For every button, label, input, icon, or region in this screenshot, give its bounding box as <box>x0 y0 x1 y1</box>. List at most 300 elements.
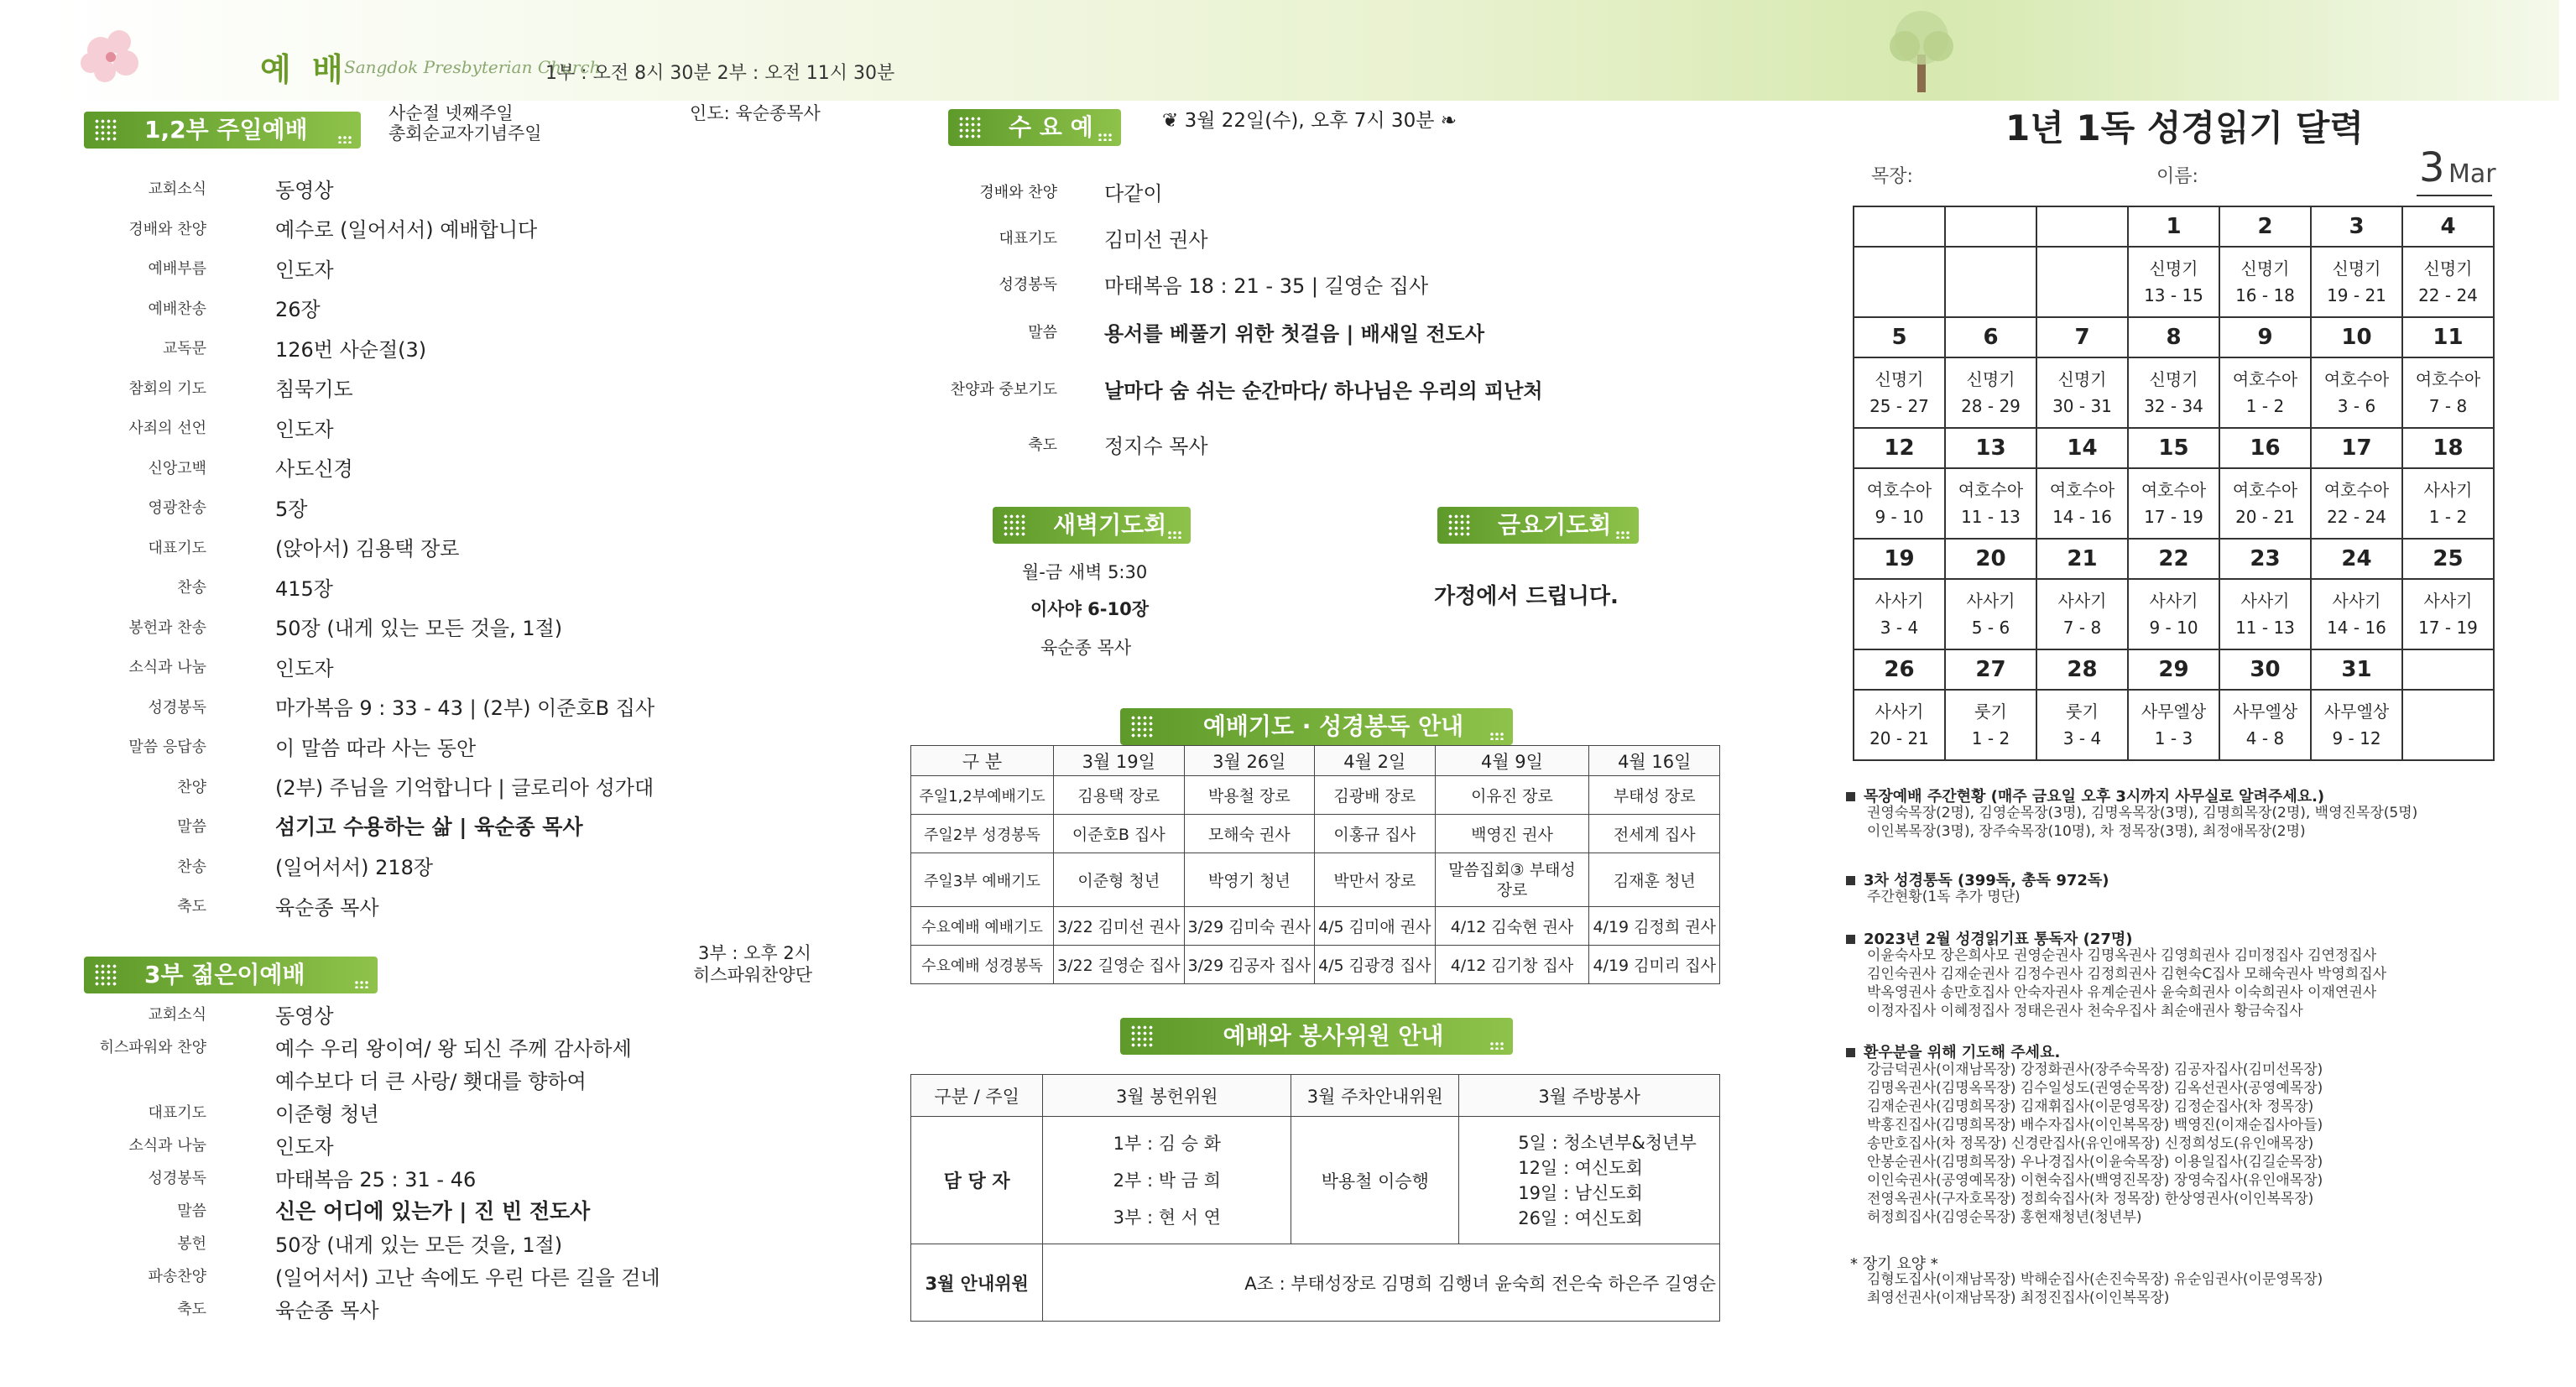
sunday-service-heading <box>84 112 361 149</box>
bullet-square-icon <box>1846 1048 1855 1057</box>
notice-patients-lines <box>1867 1061 2323 1227</box>
table-cell: 수요예배 성경봉독 <box>911 946 1054 984</box>
reading-chapters: 7 - 8 <box>2062 618 2102 638</box>
order-label: 예배찬송 <box>148 300 206 318</box>
calendar-day: 3 <box>2311 206 2402 247</box>
notice-line: 강금덕권사(이재남목장) 강정화권사(장주숙목장) 김공자집사(김미선목장) <box>1867 1061 2323 1078</box>
calendar-reading <box>2402 357 2494 428</box>
cherry-blossom-icon <box>67 17 168 101</box>
table-cell: 3월 안내위원 <box>911 1244 1043 1322</box>
table-cell: 수요예배 예배기도 <box>911 907 1054 946</box>
dots-icon <box>1489 732 1504 740</box>
order-label: 교회소식 <box>148 180 206 198</box>
calendar-day: 22 <box>2128 539 2219 579</box>
service-table-heading <box>1120 1018 1513 1055</box>
reading-book: 사사기 <box>2423 591 2473 611</box>
reading-book: 여호수아 <box>2232 480 2298 500</box>
order-value: (일어서서) 218장 <box>275 856 434 879</box>
table-cell: 전세계 집사 <box>1589 815 1720 853</box>
calendar-reading <box>2128 579 2219 649</box>
table-cell: 박만서 장로 <box>1315 853 1435 907</box>
calendar-reading <box>1945 357 2036 428</box>
order-label: 경배와 찬양 <box>128 220 206 238</box>
order-label: 축도 <box>177 898 206 915</box>
guides-cell: A조 : 부태성장로 김명희 김행녀 윤숙희 전은숙 하은주 길영순 <box>1043 1244 1720 1322</box>
notice-line: 권영숙목장(2명), 김영순목장(3명), 김명옥목장(3명), 김명희목장(2명), 백영진목장(5명) <box>1867 805 2418 821</box>
reading-chapters: 11 - 13 <box>2235 618 2295 638</box>
order-value: 예수 우리 왕이여/ 왕 되신 주께 감사하세 <box>275 1036 632 1061</box>
reading-chapters: 14 - 16 <box>2327 618 2386 638</box>
reading-book: 신명기 <box>2240 258 2290 279</box>
calendar-reading <box>1854 357 1945 428</box>
order-row <box>84 1193 591 1227</box>
calendar-day <box>2036 206 2128 247</box>
reading-chapters: 32 - 34 <box>2144 396 2203 416</box>
offering-line: 3부 : 현 서 연 <box>1113 1207 1221 1228</box>
reading-chapters: 22 - 24 <box>2418 285 2478 305</box>
order-label: 신앙고백 <box>148 459 206 477</box>
reading-chapters: 16 - 18 <box>2235 285 2295 305</box>
reading-chapters: 3 - 4 <box>1880 618 1919 638</box>
reading-chapters: 9 - 10 <box>1875 507 1924 527</box>
notice-line: 이인복목장(3명), 장주숙목장(10명), 차 정목장(3명), 최정애목장(2명) <box>1867 823 2306 840</box>
grid-icon <box>1447 514 1471 537</box>
service-table-heading-text: 예배와 봉사위원 안내 <box>1223 1022 1444 1050</box>
table-cell: 이유진 장로 <box>1435 776 1589 815</box>
service-times: 1부 : 오전 8시 30분 2부 : 오전 11시 30분 <box>545 63 895 84</box>
header-banner <box>50 0 2559 101</box>
reading-chapters: 1 - 3 <box>2154 728 2193 748</box>
dots-icon <box>1615 530 1630 539</box>
table-header: 4월 16일 <box>1589 746 1720 776</box>
friday-prayer-heading <box>1437 507 1639 544</box>
calendar-reading <box>2311 247 2402 317</box>
order-value: 동영상 <box>275 1004 334 1028</box>
reading-book: 여호수아 <box>2141 480 2207 500</box>
notice-readers-title-text: 2023년 2월 성경읽기표 통독자 (27명) <box>1864 931 2133 948</box>
reading-book: 사사기 <box>2332 591 2381 611</box>
reading-chapters: 7 - 8 <box>2428 396 2468 416</box>
calendar-day: 25 <box>2402 539 2494 579</box>
table-cell: 이홍규 집사 <box>1315 815 1435 853</box>
service-volunteer-table <box>910 1074 1720 1322</box>
order-value: 예수보다 더 큰 사랑/ 횃대를 향하여 <box>275 1069 587 1093</box>
wednesday-label: 성경봉독 <box>999 276 1057 294</box>
sunday-service-heading-text: 1,2부 주일예배 <box>144 116 308 143</box>
reading-book: 사사기 <box>2149 591 2198 611</box>
order-value: 50장 (내게 있는 모든 것을, 1절) <box>275 1233 563 1257</box>
calendar-reading <box>1854 579 1945 649</box>
order-label: 성경봉독 <box>148 698 206 717</box>
offering-line: 2부 : 박 금 희 <box>1113 1170 1221 1191</box>
order-row <box>84 331 427 364</box>
order-row <box>84 171 334 205</box>
order-row <box>84 211 538 245</box>
reading-chapters: 20 - 21 <box>2235 507 2295 527</box>
table-cell: 박영기 청년 <box>1184 853 1315 907</box>
calendar-day: 18 <box>2402 428 2494 468</box>
reading-book: 여호수아 <box>2323 480 2390 500</box>
order-label: 대표기도 <box>148 539 206 557</box>
youth-service-place: 히스파워찬양단 <box>693 965 813 985</box>
calendar-reading <box>2219 579 2311 649</box>
reading-chapters: 19 - 21 <box>2327 285 2386 305</box>
reading-chapters: 17 - 19 <box>2144 507 2203 527</box>
wednesday-row <box>923 369 1543 408</box>
table-cell: 3/22 길영순 집사 <box>1054 946 1185 984</box>
notice-parish-lines <box>1867 804 2417 841</box>
order-label: 교회소식 <box>148 1006 206 1024</box>
calendar-reading <box>2402 468 2494 539</box>
wednesday-row <box>923 172 1163 211</box>
notice-line: 이정자집사 이혜정집사 정태은권사 천숙우집사 최순애권사 황금숙집사 <box>1867 1003 2303 1019</box>
wednesday-date <box>1162 111 1457 131</box>
table-header: 4월 9일 <box>1435 746 1589 776</box>
calendar-title: 1년 1독 성경읽기 달력 <box>2005 107 2364 149</box>
order-row <box>84 1128 334 1161</box>
calendar-reading <box>2219 468 2311 539</box>
wednesday-value: 날마다 숨 쉬는 순간마다/ 하나님은 우리의 피난처 <box>1104 378 1543 403</box>
calendar-reading <box>2402 247 2494 317</box>
calendar-day: 14 <box>2036 428 2128 468</box>
calendar-day: 16 <box>2219 428 2311 468</box>
order-value: 이 말씀 따라 사는 동안 <box>275 736 477 760</box>
notice-readers-lines <box>1867 946 2386 1020</box>
dots-icon <box>1098 133 1113 141</box>
table-cell: 김재훈 청년 <box>1589 853 1720 907</box>
table-header: 구분 / 주일 <box>911 1075 1043 1117</box>
reading-chapters: 9 - 10 <box>2149 618 2198 638</box>
prayer-table-heading-text: 예배기도 · 성경봉독 안내 <box>1202 712 1464 740</box>
reading-book: 여호수아 <box>2415 369 2481 389</box>
table-cell: 4/5 김광경 집사 <box>1315 946 1435 984</box>
order-label: 대표기도 <box>148 1104 206 1122</box>
order-row <box>84 729 477 763</box>
kitchen-line: 19일 : 남신도회 <box>1518 1182 1643 1203</box>
calendar-reading <box>1945 247 2036 317</box>
reading-book: 사사기 <box>2057 591 2107 611</box>
calendar-reading <box>2402 690 2494 760</box>
reading-chapters: 13 - 15 <box>2144 285 2203 305</box>
order-row <box>84 570 333 603</box>
reading-book: 사사기 <box>1875 701 1924 722</box>
order-label: 영광찬송 <box>148 499 206 517</box>
table-header: 3월 26일 <box>1184 746 1315 776</box>
order-row <box>84 610 563 644</box>
order-row <box>84 809 583 842</box>
calendar-day: 28 <box>2036 649 2128 690</box>
calendar-day: 7 <box>2036 317 2128 357</box>
calendar-reading <box>2311 357 2402 428</box>
table-header: 3월 주차안내위원 <box>1291 1075 1459 1117</box>
table-cell: 백영진 권사 <box>1435 815 1589 853</box>
youth-service-heading-text: 3부 젊은이예배 <box>144 961 305 988</box>
reading-book: 사사기 <box>1966 591 2015 611</box>
flourish-right-icon: ❧ <box>1434 110 1457 132</box>
order-row <box>84 1259 660 1292</box>
youth-service-time: 3부 : 오후 2시 <box>698 943 811 963</box>
calendar-day: 29 <box>2128 649 2219 690</box>
notice-longterm-title: * 장기 요양 * <box>1850 1255 1938 1273</box>
order-label: 교독문 <box>162 340 206 357</box>
notice-line: 김재순권사(김명희목장) 김재휘집사(이문영목장) 김정순집사(차 정목장) <box>1867 1098 2314 1115</box>
calendar-reading <box>2128 357 2219 428</box>
order-row <box>84 1062 587 1096</box>
offering-line: 1부 : 김 승 화 <box>1113 1133 1221 1154</box>
order-value: 인도자 <box>275 417 334 441</box>
order-label: 성경봉독 <box>148 1170 206 1187</box>
reading-chapters: 30 - 31 <box>2052 396 2112 416</box>
wednesday-value: 마태복음 18 : 21 - 35 | 길영순 집사 <box>1104 274 1429 298</box>
name-label: 이름: <box>2156 166 2198 187</box>
calendar-reading <box>2128 690 2219 760</box>
table-cell: 4/12 김기창 집사 <box>1435 946 1589 984</box>
order-row <box>84 849 434 883</box>
order-row <box>84 997 334 1030</box>
table-header: 3월 주방봉사 <box>1459 1075 1720 1117</box>
calendar-reading <box>2402 579 2494 649</box>
table-cell: 부태성 장로 <box>1589 776 1720 815</box>
notice-bible-title-text: 3차 성경통독 (399독, 총독 972독) <box>1864 872 2109 889</box>
order-value: 침묵기도 <box>275 378 353 401</box>
notice-line: 허정희집사(김영순목장) 홍현재청년(청년부) <box>1867 1209 2142 1226</box>
calendar-reading <box>2219 690 2311 760</box>
table-cell: 4/5 김미애 권사 <box>1315 907 1435 946</box>
calendar-day: 15 <box>2128 428 2219 468</box>
month-number: 3 <box>2419 144 2445 191</box>
calendar-reading <box>2128 468 2219 539</box>
reading-book: 사사기 <box>2240 591 2290 611</box>
dawn-scripture: 이사야 6-10장 <box>1030 599 1150 619</box>
reading-book: 신명기 <box>2423 258 2473 279</box>
order-row <box>84 769 654 803</box>
order-row <box>84 291 321 325</box>
friday-note: 가정에서 드립니다. <box>1434 584 1619 609</box>
calendar-day: 5 <box>1854 317 1945 357</box>
order-label: 말씀 <box>177 818 206 836</box>
notice-line: 김형도집사(이재남목장) 박해순집사(손진숙목장) 유순임권사(이문영목장) <box>1867 1271 2323 1288</box>
table-cell: 이준호B 집사 <box>1054 815 1185 853</box>
order-label: 소식과 나눔 <box>128 659 206 676</box>
calendar-reading <box>1945 690 2036 760</box>
order-value: 사도신경 <box>275 457 353 481</box>
reading-chapters: 25 - 27 <box>1869 396 1929 416</box>
order-value: (일어서서) 고난 속에도 우린 다른 길을 걷네 <box>275 1265 660 1290</box>
order-value: 마가복음 9 : 33 - 43 | (2부) 이준호B 집사 <box>275 696 655 720</box>
calendar-reading <box>2311 468 2402 539</box>
bullet-square-icon <box>1846 935 1855 944</box>
wednesday-service-heading-text: 수 요 예 배 <box>1009 113 1093 178</box>
table-cell: 3/29 김미숙 권사 <box>1184 907 1315 946</box>
order-row <box>84 410 334 444</box>
table-cell: 박용철 장로 <box>1184 776 1315 815</box>
sunday-subtitle-1: 사순절 넷째주일 <box>388 103 514 123</box>
dots-icon <box>1489 1041 1504 1050</box>
order-row <box>84 889 379 922</box>
order-row <box>84 451 353 484</box>
calendar-reading <box>2036 690 2128 760</box>
order-value: 이준형 청년 <box>275 1102 379 1126</box>
reading-chapters: 5 - 6 <box>1971 618 2010 638</box>
notice-patients-title-text: 환우분을 위해 기도해 주세요. <box>1864 1044 2061 1061</box>
table-cell: 4/19 김정희 권사 <box>1589 907 1720 946</box>
order-value: 126번 사순절(3) <box>275 337 427 362</box>
calendar-day: 12 <box>1854 428 1945 468</box>
kitchen-line: 26일 : 여신도회 <box>1518 1207 1643 1228</box>
calendar-reading <box>2128 247 2219 317</box>
grid-icon <box>94 963 117 987</box>
reading-book: 여호수아 <box>2049 480 2115 500</box>
order-value: 동영상 <box>275 178 334 202</box>
notice-line: 송만호집사(차 정목장) 신경란집사(유인애목장) 신정희성도(유인애목장) <box>1867 1135 2314 1152</box>
notice-patients-title <box>1846 1040 2060 1062</box>
order-row <box>84 690 655 723</box>
table-cell: 김광배 장로 <box>1315 776 1435 815</box>
calendar-day: 31 <box>2311 649 2402 690</box>
notice-line: 김명옥권사(김명옥목장) 김수일성도(권영순목장) 김옥선권사(공영예목장) <box>1867 1080 2323 1097</box>
reading-book: 사무엘상 <box>2232 701 2298 722</box>
calendar-day: 4 <box>2402 206 2494 247</box>
calendar-reading <box>2036 468 2128 539</box>
month-underline <box>2417 195 2492 196</box>
tree-icon <box>1871 8 1972 96</box>
order-value: (앉아서) 김용택 장로 <box>275 537 460 561</box>
order-value: 인도자 <box>275 1134 334 1159</box>
order-value: 415장 <box>275 576 333 601</box>
calendar-day: 11 <box>2402 317 2494 357</box>
wednesday-row <box>923 218 1208 257</box>
calendar-day: 2 <box>2219 206 2311 247</box>
order-value: 예수로 (일어서서) 예배합니다 <box>275 218 538 242</box>
reading-book: 신명기 <box>1966 369 2015 389</box>
table-header: 4월 2일 <box>1315 746 1435 776</box>
order-value: (2부) 주님을 기억합니다 | 글로리아 성가대 <box>275 776 654 800</box>
prayer-schedule-table <box>910 745 1720 984</box>
calendar-day: 20 <box>1945 539 2036 579</box>
calendar-day <box>1945 206 2036 247</box>
calendar-reading <box>2036 247 2128 317</box>
order-value: 인도자 <box>275 656 334 680</box>
calendar-day: 10 <box>2311 317 2402 357</box>
calendar-reading <box>2036 579 2128 649</box>
calendar-day: 30 <box>2219 649 2311 690</box>
notice-line: 전영옥권사(구자호목장) 정희숙집사(차 정목장) 한상영권사(이인복목장) <box>1867 1191 2314 1207</box>
reading-book: 여호수아 <box>2232 369 2298 389</box>
reading-book: 여호수아 <box>1866 480 1932 500</box>
wednesday-row <box>923 264 1429 303</box>
order-row <box>84 1030 632 1063</box>
table-header: 구 분 <box>911 746 1054 776</box>
calendar-day: 26 <box>1854 649 1945 690</box>
calendar-day: 9 <box>2219 317 2311 357</box>
order-label: 찬송 <box>177 858 206 876</box>
reading-book: 사사기 <box>2423 480 2473 500</box>
table-cell: 담 당 자 <box>911 1117 1043 1244</box>
calendar-reading <box>2219 357 2311 428</box>
reading-chapters: 9 - 12 <box>2332 728 2381 748</box>
notice-line: 박홍진집사(김명희목장) 배수자집사(이인복목장) 백영진(이재순집사아들) <box>1867 1117 2323 1134</box>
wednesday-label: 찬양과 중보기도 <box>950 381 1057 399</box>
table-header: 3월 19일 <box>1054 746 1185 776</box>
wednesday-label: 말씀 <box>1028 324 1057 342</box>
notice-line: 이인숙권사(공영예목장) 이현숙집사(백영진목장) 장영숙집사(유인애목장) <box>1867 1172 2323 1189</box>
table-cell: 주일2부 성경봉독 <box>911 815 1054 853</box>
reading-chapters: 20 - 21 <box>1869 728 1929 748</box>
order-row <box>84 1160 477 1194</box>
table-cell: 3/29 김공자 집사 <box>1184 946 1315 984</box>
youth-service-heading <box>84 957 378 993</box>
grid-icon <box>1003 514 1026 537</box>
wednesday-row <box>923 425 1208 463</box>
table-cell: 모해숙 권사 <box>1184 815 1315 853</box>
reading-chapters: 14 - 16 <box>2052 507 2112 527</box>
reading-book: 신명기 <box>2057 369 2107 389</box>
order-row <box>84 649 334 683</box>
reading-chapters: 1 - 2 <box>2428 507 2468 527</box>
sunday-subtitle-2: 총회순교자기념주일 <box>388 123 542 143</box>
calendar-reading <box>1854 247 1945 317</box>
notice-longterm-lines <box>1867 1270 2323 1307</box>
grid-icon <box>1130 1025 1154 1048</box>
reading-chapters: 22 - 24 <box>2327 507 2386 527</box>
friday-prayer-heading-text: 금요기도회 <box>1498 511 1612 539</box>
reading-book: 사무엘상 <box>2323 701 2390 722</box>
wednesday-date-text: 3월 22일(수), 오후 7시 30분 <box>1184 110 1435 132</box>
reading-book: 룻기 <box>1974 701 2007 722</box>
table-cell: 3/22 김미선 권사 <box>1054 907 1185 946</box>
wednesday-label: 축도 <box>1028 436 1057 454</box>
order-label: 소식과 나눔 <box>128 1137 206 1155</box>
flourish-left-icon: ❦ <box>1162 110 1185 132</box>
order-row <box>84 1226 563 1259</box>
table-cell: 김용택 장로 <box>1054 776 1185 815</box>
reading-book: 사사기 <box>1875 591 1924 611</box>
table-cell: 4/12 김숙현 권사 <box>1435 907 1589 946</box>
calendar-reading <box>2036 357 2128 428</box>
order-value: 26장 <box>275 298 321 321</box>
wednesday-value: 정지수 목사 <box>1104 434 1208 458</box>
reading-book: 신명기 <box>2149 369 2198 389</box>
calendar-reading <box>2311 579 2402 649</box>
order-row <box>84 530 460 564</box>
order-value: 육순종 목사 <box>275 895 379 920</box>
order-value: 5장 <box>275 497 308 521</box>
order-value: 신은 어디에 있는가 | 진 빈 전도사 <box>275 1199 591 1223</box>
order-label: 파송찬양 <box>148 1268 206 1285</box>
notice-bible-line: 주간현황(1독 추가 명단) <box>1867 889 2021 905</box>
order-value: 50장 (내게 있는 모든 것을, 1절) <box>275 617 563 640</box>
notice-line: 이윤숙사모 장은희사모 권영순권사 김명옥권사 김영희권사 김미정집사 김연정집사 <box>1867 947 2377 964</box>
church-name: Sangdok Presbyterian Church <box>344 57 601 77</box>
order-row <box>84 1095 379 1129</box>
kitchen-cell <box>1459 1117 1720 1244</box>
reading-book: 신명기 <box>1875 369 1924 389</box>
order-value: 인도자 <box>275 258 334 282</box>
dots-icon <box>354 980 369 988</box>
calendar-day: 24 <box>2311 539 2402 579</box>
grid-icon <box>94 118 117 142</box>
calendar-day: 21 <box>2036 539 2128 579</box>
table-cell: 4/19 김미리 집사 <box>1589 946 1720 984</box>
order-row <box>84 1291 379 1325</box>
wednesday-row <box>923 312 1485 351</box>
calendar-reading <box>2219 247 2311 317</box>
reading-chapters: 3 - 6 <box>2337 396 2376 416</box>
order-value: 마태복음 25 : 31 - 46 <box>275 1167 477 1191</box>
grid-icon <box>1130 715 1154 738</box>
notice-parish-title-text: 목장예배 주간현황 (매주 금요일 오후 3시까지 사무실로 알려주세요.) <box>1864 788 2325 806</box>
order-label: 말씀 <box>177 1202 206 1220</box>
